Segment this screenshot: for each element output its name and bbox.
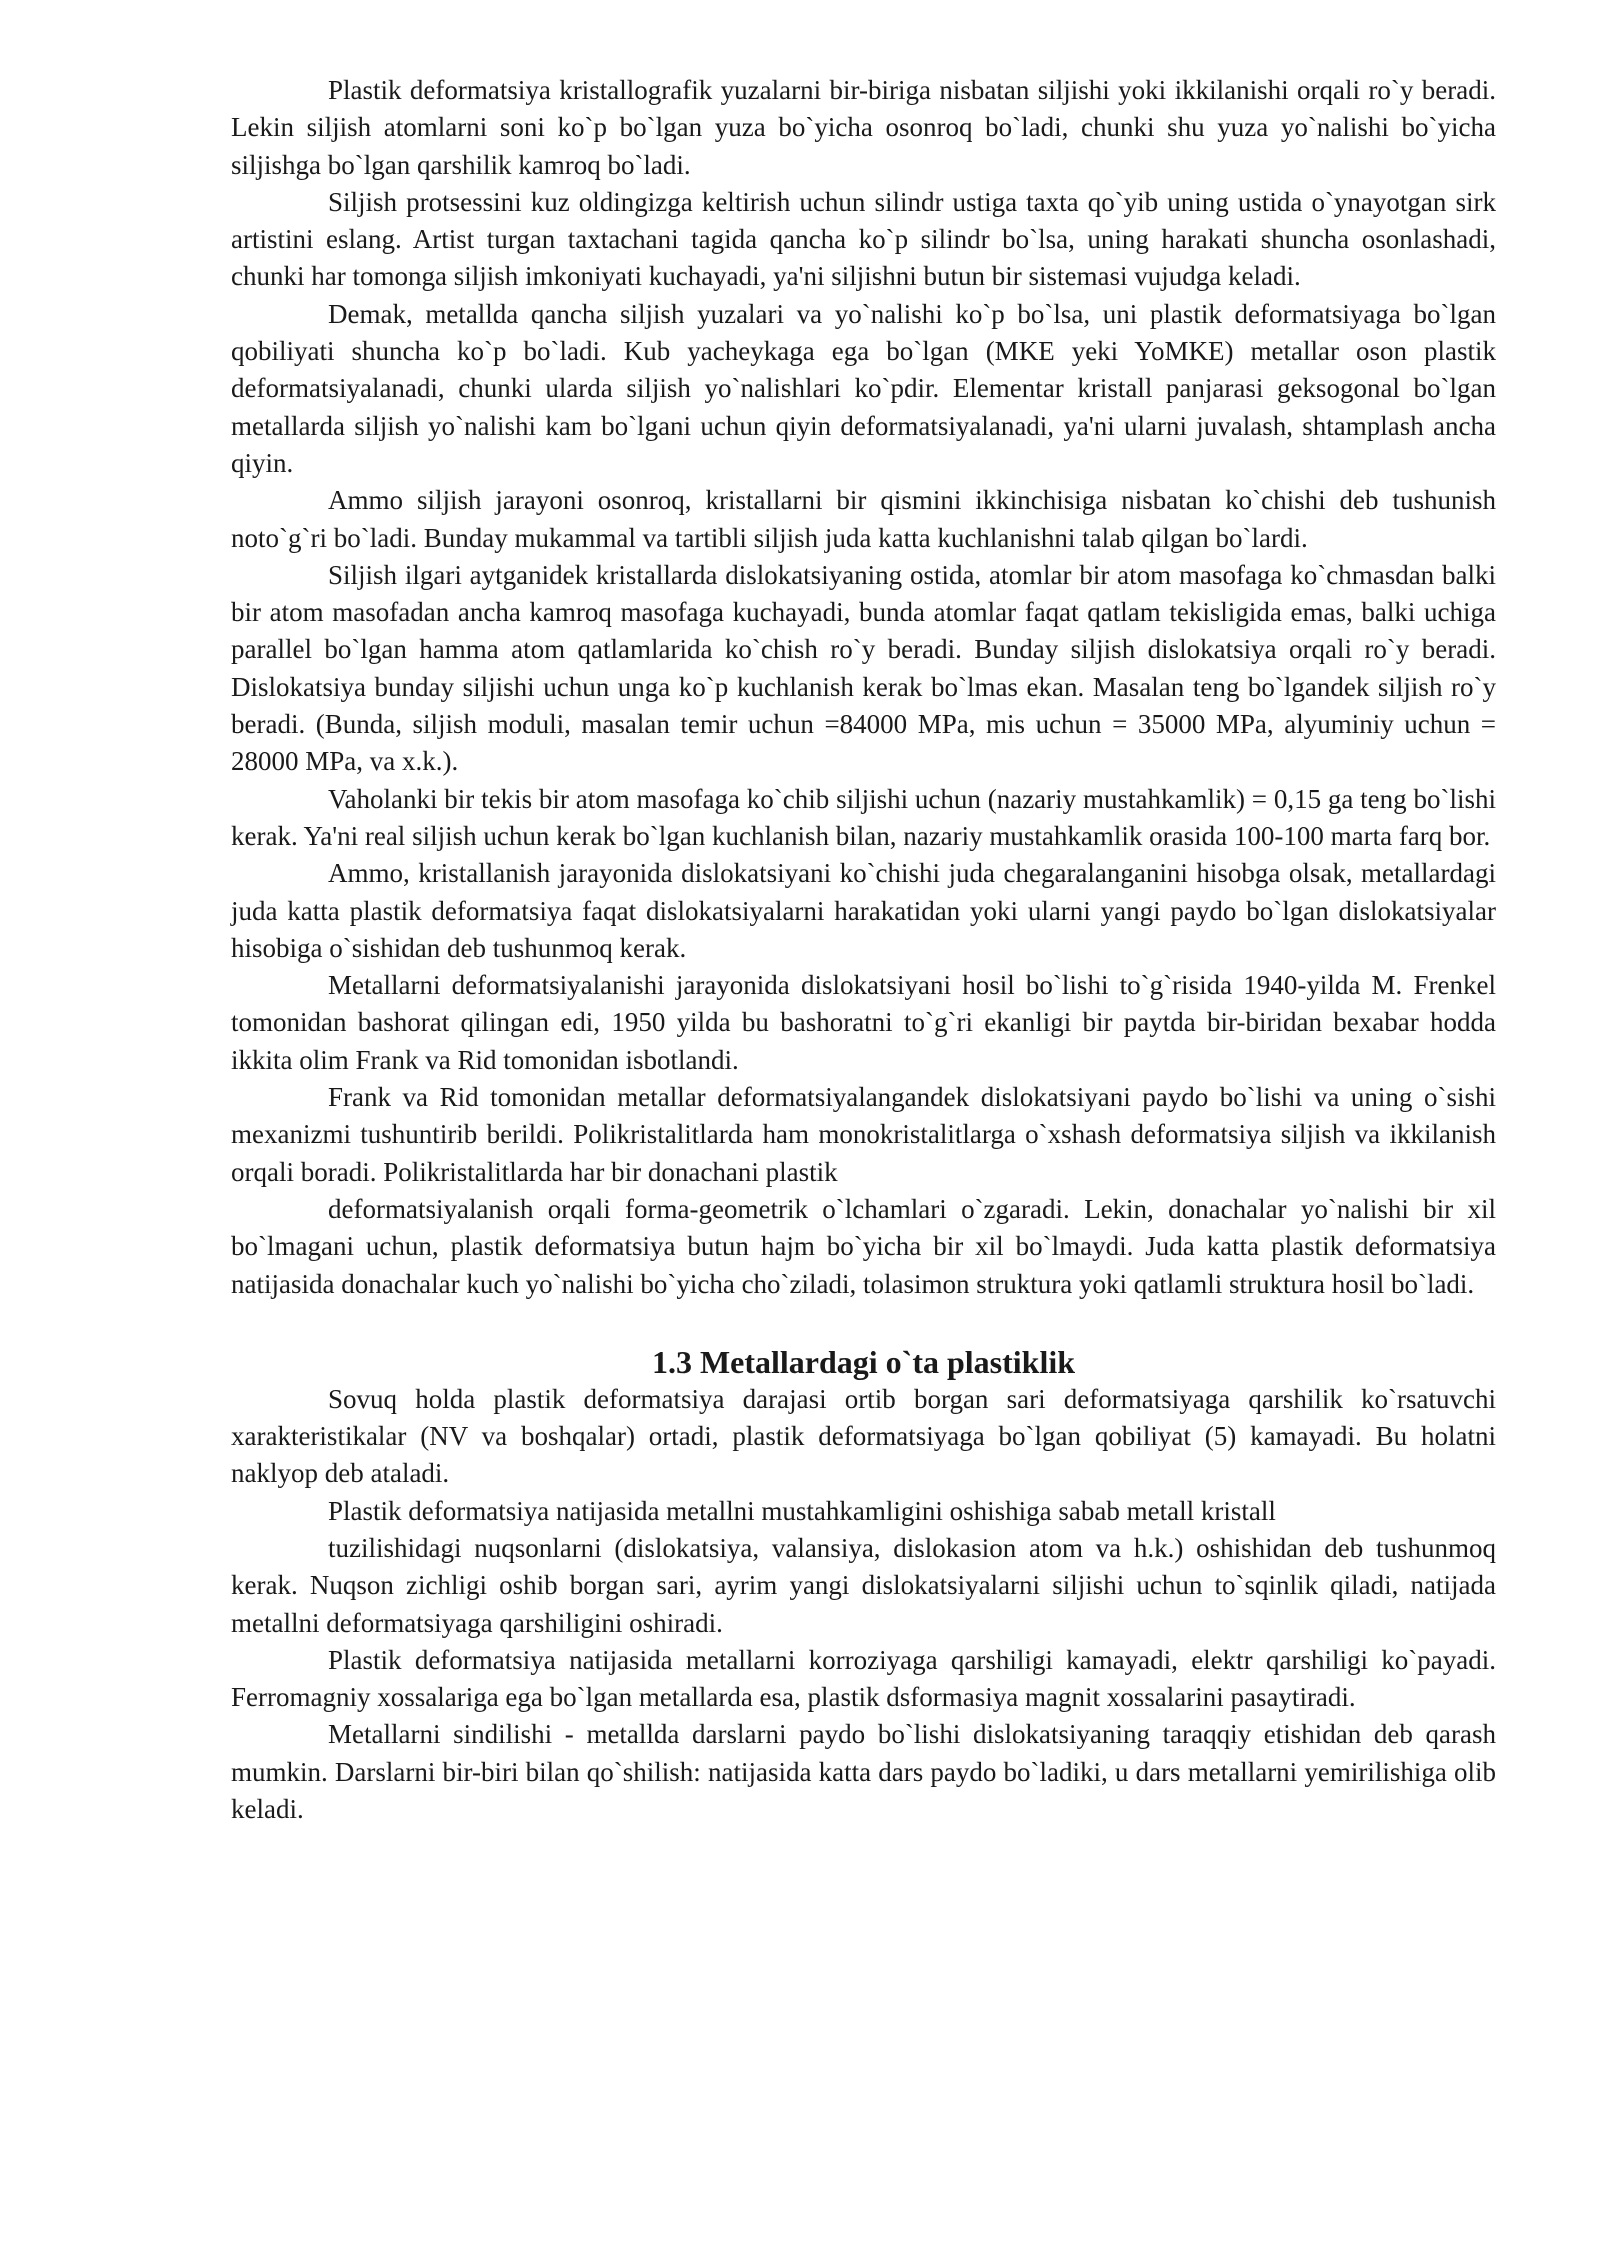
paragraph-continuation: tuzilishidagi nuqsonlarni (dislokatsiya, valansiya, dislokasion atom va h.k.) oshishidan deb tushunmoq kerak. Nuqson zichligi oshib borgan sari, ayrim yangi dislokatsiyalarni siljishi uchun to`sqinlik qiladi, natijada metallni deformatsiyaga qarshiligini oshiradi.: [231, 1532, 1496, 1638]
paragraph: Plastik deformatsiya natijasida metallarni korroziyaga qarshiligi kamayadi, elektr qarshiligi ko`payadi. Ferromagniy xossalariga ega bo`lgan metallarda esa, plastik dsformasiya magnit xossalarini pasaytiradi.: [231, 1644, 1496, 1713]
document-page: [231, 72, 1496, 1828]
paragraph: Sovuq holda plastik deformatsiya darajasi ortib borgan sari deformatsiyaga qarshilik ko`rsatuvchi xarakteristikalar (NV va boshqalar) ortadi, plastik deformatsiyaga bo`lgan qobiliyat (5) kamayadi. Bu holatni naklyop deb ataladi.: [231, 1383, 1496, 1489]
paragraph: Metallarni sindilishi - metallda darslarni paydo bo`lishi dislokatsiyaning taraqqiy etishidan deb qarash mumkin. Darslarni bir-biri bilan qo`shilish: natijasida katta dars paydo bo`ladiki, u dars metallarni yemirilishiga olib keladi.: [231, 1719, 1496, 1825]
paragraph: Plastik deformatsiya natijasida metallni mustahkamligini oshishiga sabab metall kristall: [328, 1495, 1276, 1526]
paragraph: Ammo, kristallanish jarayonida dislokatsiyani ko`chishi juda chegaralanganini hisobga olsak, metallardagi juda katta plastik deformatsiya faqat dislokatsiyalarni harakatidan yoki ularni yangi paydo bo`lgan dislokatsiyalar hisobiga o`sishidan deb tushunmoq kerak.: [231, 858, 1496, 963]
paragraph: Ammo siljish jarayoni osonroq, kristallarni bir qismini ikkinchisiga nisbatan ko`chishi deb tushunish noto`g`ri bo`ladi. Bunday mukammal va tartibli siljish juda katta kuchlanishni talab qilgan bo`lardi.: [231, 485, 1496, 553]
section-heading: 1.3 Metallardagi o`ta plastiklik: [651, 1343, 1076, 1380]
paragraph: Plastik deformatsiya kristallografik yuzalarni bir-biriga nisbatan siljishi yoki ikkilanishi orqali ro`y beradi. Lekin siljish atomlarni soni ko`p bo`lgan yuza bo`yicha osonroq bo`ladi, chunki shu yuza yo`nalishi bo`yicha siljishga bo`lgan qarshilik kamroq bo`ladi.: [231, 75, 1496, 180]
paragraph-continuation: deformatsiyalanish orqali forma-geometrik o`lchamlari o`zgaradi. Lekin, donachalar yo`nalishi bir xil bo`lmagani uchun, plastik deformatsiya butun hajm bo`yicha bir xil bo`lmaydi. Juda katta plastik deformatsiya natijasida donachalar kuch yo`nalishi bo`yicha cho`ziladi, tolasimon struktura yoki qatlamli struktura hosil bo`ladi.: [231, 1193, 1496, 1299]
paragraph: Frank va Rid tomonidan metallar deformatsiyalangandek dislokatsiyani paydo bo`lishi va uning o`sishi mexanizmi tushuntirib berildi. Polikristalitlarda ham monokristalitlarga o`xshash deformatsiya siljish va ikkilanish orqali boradi. Polikristalitlarda har bir donachani plastik: [231, 1082, 1496, 1187]
paragraph: Metallarni deformatsiyalanishi jarayonida dislokatsiyani hosil bo`lishi to`g`risida 1940-yilda M. Frenkel tomonidan bashorat qilingan edi, 1950 yilda bu bashoratni to`g`ri ekanligi bir paytda bir-biridan bexabar hodda ikkita olim Frank va Rid tomonidan isbotlandi.: [231, 970, 1496, 1075]
paragraph: Siljish ilgari aytganidek kristallarda dislokatsiyaning ostida, atomlar bir atom masofaga ko`chmasdan balki bir atom masofadan ancha kamroq masofaga kuchayadi, bunda atomlar faqat qatlam tekisligida emas, balki uchiga parallel bo`lgan hamma atom qatlamlarida ko`chish ro`y beradi. Bunday siljish dislokatsiya orqali ro`y beradi. Dislokatsiya bunday siljishi uchun unga ko`p kuchlanish kerak bo`lmas ekan. Masalan teng bo`lgandek siljish ro`y beradi. (Bunda, siljish moduli, masalan temir uchun =84000 MPa, mis uchun = 35000 MPa, alyuminiy uchun = 28000 MPa, va x.k.).: [231, 559, 1496, 777]
paragraph: Siljish protsessini kuz oldingizga keltirish uchun silindr ustiga taxta qo`yib uning ustida o`ynayotgan sirk artistini eslang. Artist turgan taxtachani tagida qancha ko`p silindr bo`lsa, uning harakati shuncha osonlashadi, chunki har tomonga siljish imkoniyati kuchayadi, ya'ni siljishni butun bir sistemasi vujudga keladi.: [231, 186, 1496, 292]
paragraph: Vaholanki bir tekis bir atom masofaga ko`chib siljishi uchun (nazariy mustahkamlik) = 0,15 ga teng bo`lishi kerak. Ya'ni real siljish uchun kerak bo`lgan kuchlanish bilan, nazariy mustahkamlik orasida 100-100 marta farq bor.: [231, 783, 1496, 851]
paragraph: Demak, metallda qancha siljish yuzalari va yo`nalishi ko`p bo`lsa, uni plastik deformatsiyaga bo`lgan qobiliyati shuncha ko`p bo`ladi. Kub yacheykaga ega bo`lgan (MKE yeki YoMKE) metallar oson plastik deformatsiyalanadi, chunki ularda siljish yo`nalishlari ko`pdir. Elementar kristall panjarasi geksogonal bo`lgan metallarda siljish yo`nalishi kam bo`lgani uchun qiyin deformatsiyalanadi, ya'ni ularni juvalash, shtamplash ancha qiyin.: [231, 298, 1496, 478]
